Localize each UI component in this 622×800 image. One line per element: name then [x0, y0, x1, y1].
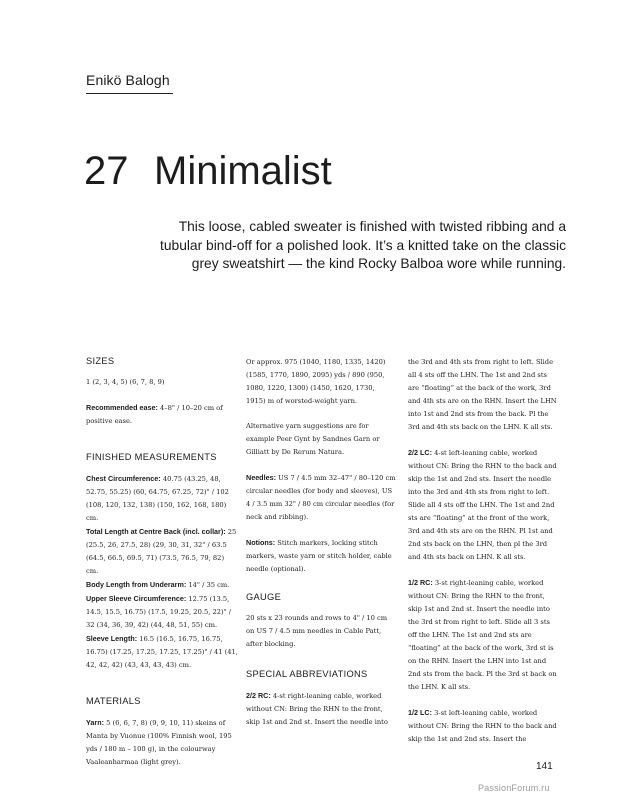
- materials-heading: MATERIALS: [86, 696, 141, 706]
- pattern-name: Minimalist: [154, 149, 332, 193]
- needles-text: Needles: US 7 / 4.5 mm 32–47" / 80–120 cm circular needles (for body and sleeves), US 4 / 3.5 mm 32" / 80 cm circular needles (for neck and ribbing).: [246, 473, 396, 521]
- ease-text: Recommended ease: 4–8" / 10–20 cm of positive ease.: [86, 403, 223, 425]
- yarn-amount-text: Or approx. 975 (1040, 1180, 1335, 1420) (1585, 1770, 1890, 2095) yds / 890 (950, 1080, 1220, 1300) (1450, 1620, 1730, 1915) m of worsted-weight yarn.: [246, 358, 386, 405]
- pattern-title: [84, 148, 332, 194]
- abbrev-2-2-lc: 2/2 LC: 4-st left-leaning cable, worked without CN: Bring the RHN to the back and skip the 1st and 2nd sts. Insert the needle into the 3rd and 4th sts from right to left. Slide all 4 sts off the LHN. The 1st and 2nd sts are “floating” at the front of the work, 3rd and 4th sts are on the RHN. Pl 1st and 2nd sts back on the LHN, then pl the 3rd and 4th sts back on LHN. K all sts.: [408, 448, 557, 561]
- abbrev-1-2-lc: 1/2 LC: 3-st left-leaning cable, worked without CN: Bring the RHN to the back and skip the 1st and 2nd sts. Insert the: [408, 708, 557, 743]
- alternative-yarn-text: Alternative yarn suggestions are for example Peer Gynt by Sandnes Garn or Gilliatt by De Rerum Natura.: [246, 422, 380, 456]
- gauge-text: 20 sts x 23 rounds and rows to 4" / 10 cm on US 7 / 4.5 mm needles in Cable Patt, after blocking.: [246, 614, 388, 648]
- finished-measurements-heading: FINISHED MEASUREMENTS: [86, 452, 217, 462]
- abbrev-2-2-rc: 2/2 RC: 4-st right-leaning cable, worked without CN: Bring the RHN to the front, skip 1st and 2nd st. Insert the needle into: [246, 691, 388, 726]
- length-text: Total Length at Centre Back (incl. collar): 25 (25.5, 26, 27.5, 28) (29, 30, 31, 32" / 63.5 (64.5, 66.5, 69.5, 71) (73.5, 76.5, 79, 82) cm.: [86, 527, 237, 575]
- sleeve-length-text: Sleeve Length: 16.5 (16.5, 16.75, 16.75, 16.75) (17.25, 17.25, 17.25, 17.25)" / 41 (41, 42, 42, 42) (43, 43, 43, 43) cm.: [86, 634, 238, 669]
- pattern-number: 27: [84, 149, 129, 193]
- special-abbreviations-heading: SPECIAL ABBREVIATIONS: [246, 669, 368, 679]
- column-3: [408, 356, 558, 758]
- underarm-text: Body Length from Underarm: 14" / 35 cm.: [86, 580, 230, 589]
- author-name: Enikö Balogh: [86, 72, 170, 88]
- upper-sleeve-text: Upper Sleeve Circumference: 12.75 (13.5, 14.5, 15.5, 16.75) (17.5, 19.25, 20.5, 22)" / 32 (34, 36, 39, 42) (44, 48, 51, 55) cm.: [86, 594, 232, 629]
- page-number: 141: [536, 761, 553, 772]
- notions-text: Notions: Stitch markers, locking stitch markers, waste yarn or stitch holder, cable needle (optional).: [246, 538, 392, 573]
- watermark: PassionForum.ru: [478, 783, 550, 793]
- sizes-text: 1 (2, 3, 4, 5) (6, 7, 8, 9): [86, 378, 165, 386]
- author-underline: [86, 93, 173, 94]
- chest-text: Chest Circumference: 40.75 (43.25, 48, 52.75, 55.25) (60, 64.75, 67.25, 72)" / 102 (108, 120, 132, 138) (150, 162, 168, 180) cm.: [86, 474, 229, 522]
- ease-label: Recommended ease:: [86, 403, 158, 412]
- abbrev-1-2-rc: 1/2 RC: 3-st right-leaning cable, worked without CN: Bring the RHN to the front, skip 1st and 2nd st. Insert the needle into the 3rd st from right to left. Slide all 3 sts off the LHN. The 1st and 2nd sts are “floating” at the back of the work, 3rd st is on the RHN. Insert the LHN into 1st and 2nd sts from the back. Pl the 3rd st back on the LHN. K all sts.: [408, 578, 557, 691]
- yarn-text: Yarn: 5 (6, 6, 7, 8) (9, 9, 10, 11) skeins of Manta by Vuonue (100% Finnish wool, 195 yds / 180 m – 100 g), in the colourway Vaaleanharmaa (light grey).: [86, 718, 232, 766]
- column-2: [246, 356, 396, 741]
- intro-paragraph: This loose, cabled sweater is finished with twisted ribbing and a tubular bind-off for a polished look. It’s a knitted take on the classic grey sweatshirt — the kind Rocky Balboa wore while running.: [160, 219, 566, 271]
- abbrev-2-2-rc-continued: the 3rd and 4th sts from right to left. Slide all 4 sts off the LHN. The 1st and 2nd sts are “floating” at the back of the work, 3rd and 4th sts are on the RHN. Insert the LHN into 1st and 2nd sts from the back. Pl the 3rd and 4th sts back on the LHN. K all sts.: [408, 358, 557, 431]
- sizes-heading: SIZES: [86, 356, 115, 366]
- column-1: [86, 356, 238, 781]
- gauge-heading: GAUGE: [246, 592, 282, 602]
